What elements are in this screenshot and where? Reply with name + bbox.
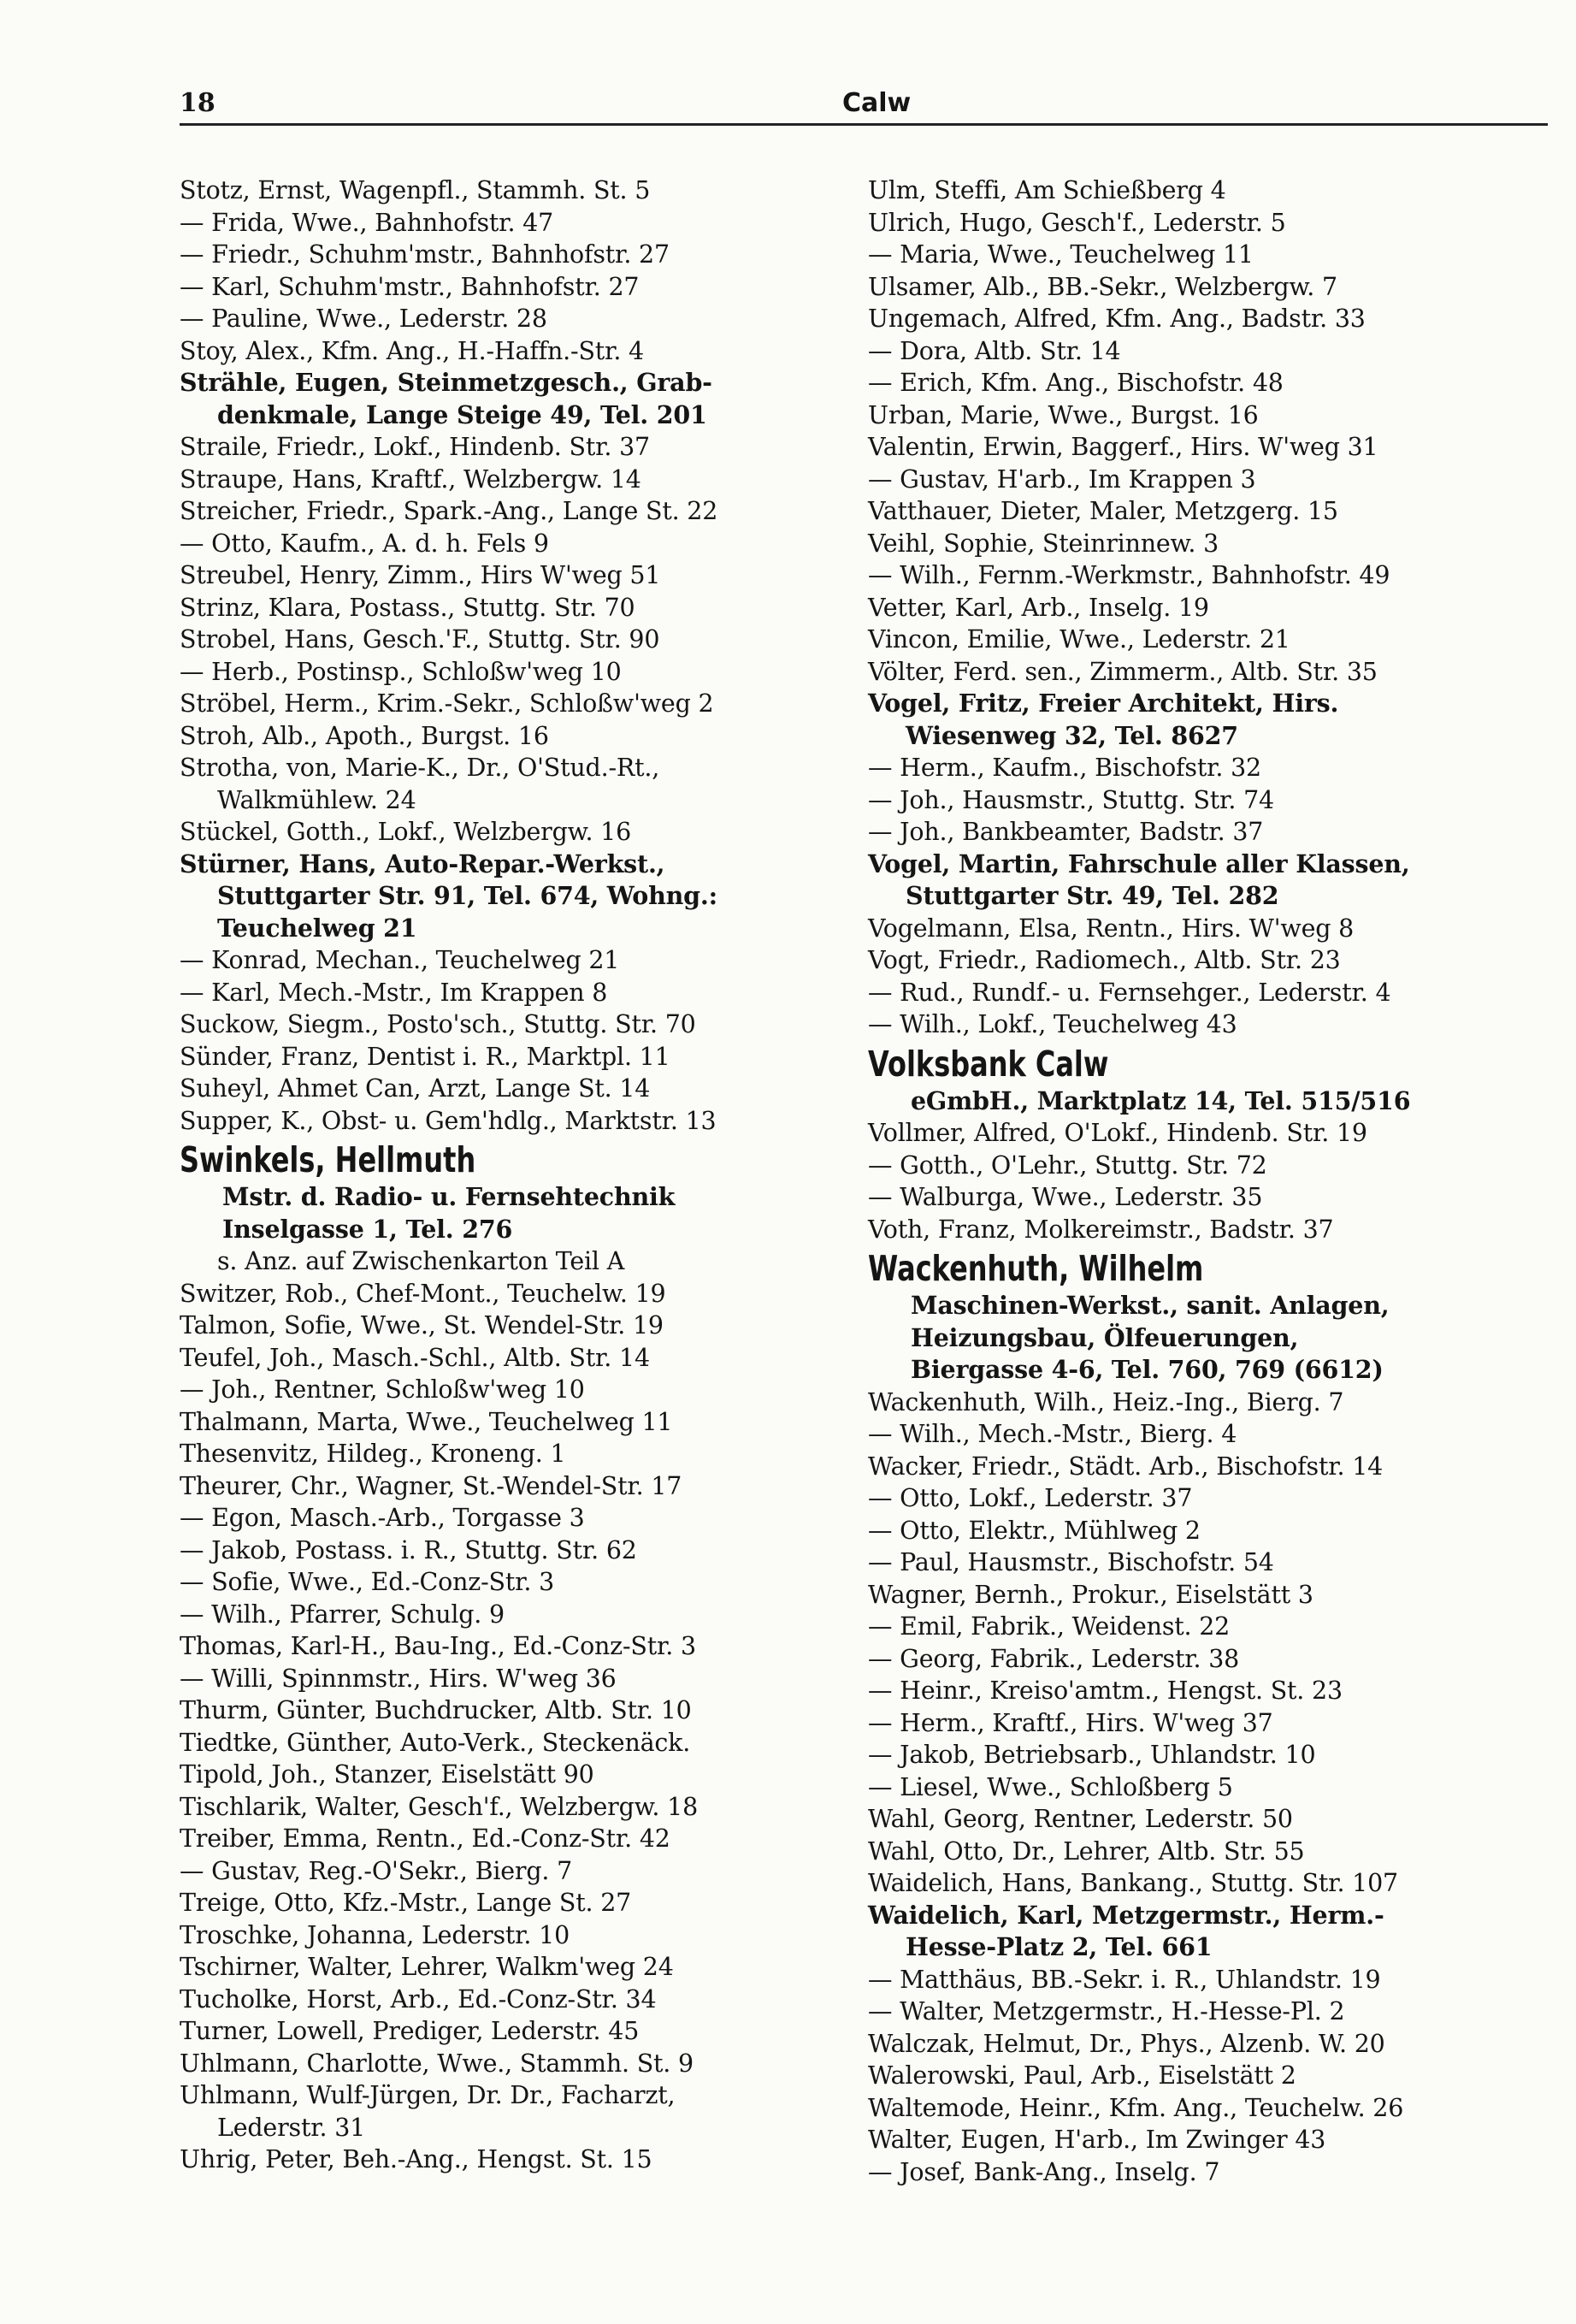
directory-entry: Vogt, Friedr., Radiomech., Altb. Str. 23	[868, 946, 1341, 974]
directory-entry: Strinz, Klara, Postass., Stuttg. Str. 70	[180, 593, 635, 622]
directory-entry: Talmon, Sofie, Wwe., St. Wendel-Str. 19	[180, 1311, 664, 1339]
directory-entry: Vogelmann, Elsa, Rentn., Hirs. W'weg 8	[868, 914, 1355, 943]
directory-entry: Stürner, Hans, Auto-Repar.-Werkst.,	[180, 849, 665, 878]
directory-entry: — Wilh., Mech.-Mstr., Bierg. 4	[868, 1420, 1237, 1448]
directory-entry: Thurm, Günter, Buchdrucker, Altb. Str. 10	[180, 1696, 692, 1724]
directory-entry: — Herm., Kraftf., Hirs. W'weg 37	[868, 1708, 1273, 1737]
page-header	[180, 70, 1548, 126]
directory-entry: Walter, Eugen, H'arb., Im Zwinger 43	[868, 2126, 1326, 2154]
directory-entry: — Egon, Masch.-Arb., Torgasse 3	[180, 1504, 585, 1532]
entry-continuation: Hesse-Platz 2, Tel. 661	[906, 1932, 1213, 1961]
firm-name: Swinkels, Hellmuth	[180, 1139, 476, 1180]
firm-name: Volksbank Calw	[868, 1043, 1109, 1085]
directory-entry: Thesenvitz, Hildeg., Kroneng. 1	[180, 1440, 566, 1468]
directory-entry: — Gotth., O'Lehr., Stuttg. Str. 72	[868, 1150, 1267, 1180]
directory-entry: Thomas, Karl-H., Bau-Ing., Ed.-Conz-Str. 3	[180, 1632, 696, 1660]
directory-entry: — Jakob, Postass. i. R., Stuttg. Str. 62	[180, 1535, 637, 1564]
directory-entry: — Rud., Rundf.- u. Fernsehger., Lederstr. 4	[868, 978, 1391, 1007]
directory-entry: Straile, Friedr., Lokf., Hindenb. Str. 37	[180, 433, 650, 461]
firm-name: Wackenhuth, Wilhelm	[868, 1248, 1204, 1289]
directory-entry: — Otto, Lokf., Lederstr. 37	[868, 1484, 1193, 1512]
directory-entry: Voth, Franz, Molkereimstr., Badstr. 37	[868, 1215, 1334, 1244]
directory-entry: Thalmann, Marta, Wwe., Teuchelweg 11	[180, 1407, 673, 1436]
directory-entry: Strobel, Hans, Gesch.'F., Stuttg. Str. 90	[180, 625, 660, 653]
directory-entry: Ulm, Steffi, Am Schießberg 4	[868, 176, 1226, 204]
directory-entry: — Joh., Rentner, Schloßw'weg 10	[180, 1375, 585, 1404]
directory-entry: — Joh., Hausmstr., Stuttg. Str. 74	[868, 785, 1274, 814]
page-number: 18	[180, 88, 215, 118]
directory-entry: Ungemach, Alfred, Kfm. Ang., Badstr. 33	[868, 305, 1366, 333]
directory-entry: Ulsamer, Alb., BB.-Sekr., Welzbergw. 7	[868, 272, 1337, 301]
directory-entry: Treiber, Emma, Rentn., Ed.-Conz-Str. 42	[180, 1824, 670, 1853]
directory-entry: Heizungsbau, Ölfeuerungen,	[911, 1322, 1299, 1352]
directory-entry: Troschke, Johanna, Lederstr. 10	[180, 1920, 570, 1949]
directory-entry: Ströbel, Herm., Krim.-Sekr., Schloßw'weg 2	[180, 689, 714, 718]
running-head: Calw	[842, 88, 912, 118]
directory-entry: Waltemode, Heinr., Kfm. Ang., Teuchelw. 26	[868, 2093, 1404, 2122]
directory-entry: Vetter, Karl, Arb., Inselg. 19	[868, 593, 1209, 622]
directory-entry: Tipold, Joh., Stanzer, Eiselstätt 90	[180, 1760, 594, 1789]
directory-entry: Wackenhuth, Wilh., Heiz.-Ing., Bierg. 7	[868, 1387, 1344, 1416]
directory-entry: — Walter, Metzgermstr., H.-Hesse-Pl. 2	[868, 1997, 1345, 2025]
directory-entry: Wahl, Georg, Rentner, Lederstr. 50	[868, 1805, 1293, 1833]
directory-entry: Mstr. d. Radio- u. Fernsehtechnik	[222, 1182, 676, 1211]
directory-entry: — Sofie, Wwe., Ed.-Conz-Str. 3	[180, 1568, 555, 1596]
directory-entry: — Konrad, Mechan., Teuchelweg 21	[180, 946, 620, 974]
directory-entry: Uhrig, Peter, Beh.-Ang., Hengst. St. 15	[180, 2145, 652, 2173]
directory-entry: — Liesel, Wwe., Schloßberg 5	[868, 1772, 1233, 1801]
directory-entry: — Otto, Elektr., Mühlweg 2	[868, 1516, 1201, 1545]
directory-entry: eGmbH., Marktplatz 14, Tel. 515/516	[911, 1085, 1411, 1115]
directory-entry: — Georg, Fabrik., Lederstr. 38	[868, 1644, 1240, 1673]
directory-entry: Stoy, Alex., Kfm. Ang., H.-Haffn.-Str. 4	[180, 336, 644, 365]
directory-entry: Maschinen-Werkst., sanit. Anlagen,	[911, 1291, 1390, 1320]
directory-entry: — Walburga, Wwe., Lederstr. 35	[868, 1183, 1263, 1211]
directory-entry: Stotz, Ernst, Wagenpfl., Stammh. St. 5	[180, 176, 651, 204]
directory-entry: — Karl, Schuhm'mstr., Bahnhofstr. 27	[180, 272, 640, 301]
directory-entry: — Gustav, H'arb., Im Krappen 3	[868, 464, 1256, 494]
directory-entry: — Josef, Bank-Ang., Inselg. 7	[868, 2157, 1220, 2186]
directory-entry: Stückel, Gotth., Lokf., Welzbergw. 16	[180, 818, 632, 846]
directory-entry: Tiedtke, Günther, Auto-Verk., Steckenäck.	[180, 1728, 691, 1757]
directory-entry: Waidelich, Hans, Bankang., Stuttg. Str. 107	[868, 1869, 1398, 1897]
entry-continuation: Teuchelweg 21	[217, 913, 417, 943]
directory-entry: — Friedr., Schuhm'mstr., Bahnhofstr. 27	[180, 240, 670, 269]
directory-entry: — Heinr., Kreiso'amtm., Hengst. St. 23	[868, 1676, 1343, 1705]
directory-entry: Tucholke, Horst, Arb., Ed.-Conz-Str. 34	[180, 1984, 657, 2014]
directory-entry: Valentin, Erwin, Baggerf., Hirs. W'weg 31	[868, 433, 1378, 461]
directory-entry: Theurer, Chr., Wagner, St.-Wendel-Str. 17	[180, 1471, 682, 1500]
directory-entry: Walerowski, Paul, Arb., Eiselstätt 2	[868, 2061, 1296, 2090]
directory-entry: Strähle, Eugen, Steinmetzgesch., Grab-	[180, 368, 712, 397]
directory-entry: Inselgasse 1, Tel. 276	[222, 1214, 513, 1244]
directory-entry: — Herb., Postinsp., Schloßw'weg 10	[180, 657, 622, 686]
directory-entry: Wahl, Otto, Dr., Lehrer, Altb. Str. 55	[868, 1836, 1305, 1866]
directory-entry: — Frida, Wwe., Bahnhofstr. 47	[180, 208, 554, 237]
directory-entry: Suheyl, Ahmet Can, Arzt, Lange St. 14	[180, 1074, 651, 1103]
directory-entry: — Maria, Wwe., Teuchelweg 11	[868, 240, 1254, 269]
directory-entry: Tischlarik, Walter, Gesch'f., Welzbergw. 18	[180, 1792, 699, 1821]
directory-entry: Vincon, Emilie, Wwe., Lederstr. 21	[868, 625, 1290, 653]
directory-entry: — Karl, Mech.-Mstr., Im Krappen 8	[180, 978, 608, 1007]
directory-entry: — Herm., Kaufm., Bischofstr. 32	[868, 754, 1261, 782]
directory-entry: Vatthauer, Dieter, Maler, Metzgerg. 15	[868, 497, 1338, 525]
directory-entry: — Dora, Altb. Str. 14	[868, 336, 1121, 365]
directory-entry: Wagner, Bernh., Prokur., Eiselstätt 3	[868, 1580, 1313, 1609]
directory-entry: Ulrich, Hugo, Gesch'f., Lederstr. 5	[868, 208, 1286, 237]
directory-entry: Streubel, Henry, Zimm., Hirs W'weg 51	[180, 561, 661, 589]
directory-entry: Teufel, Joh., Masch.-Schl., Altb. Str. 14	[180, 1343, 650, 1372]
entry-continuation: Stuttgarter Str. 91, Tel. 674, Wohng.:	[217, 881, 717, 910]
directory-entry: Uhlmann, Wulf-Jürgen, Dr. Dr., Facharzt,	[180, 2081, 676, 2109]
directory-entry: Streicher, Friedr., Spark.-Ang., Lange St. 22	[180, 497, 718, 525]
directory-entry: — Paul, Hausmstr., Bischofstr. 54	[868, 1548, 1274, 1576]
left-column	[180, 174, 864, 2176]
directory-entry: — Wilh., Lokf., Teuchelweg 43	[868, 1010, 1237, 1038]
directory-entry: — Jakob, Betriebsarb., Uhlandstr. 10	[868, 1741, 1316, 1769]
directory-entry: — Gustav, Reg.-O'Sekr., Bierg. 7	[180, 1856, 573, 1885]
entry-continuation: Walkmühlew. 24	[217, 785, 416, 814]
directory-entry: Waidelich, Karl, Metzgermstr., Herm.-	[868, 1900, 1384, 1930]
directory-entry: Stroh, Alb., Apoth., Burgst. 16	[180, 721, 549, 750]
directory-entry: Strotha, von, Marie-K., Dr., O'Stud.-Rt.,	[180, 754, 660, 782]
directory-entry: — Joh., Bankbeamter, Badstr. 37	[868, 818, 1264, 846]
entry-continuation: Stuttgarter Str. 49, Tel. 282	[906, 881, 1279, 910]
directory-entry: — Erich, Kfm. Ang., Bischofstr. 48	[868, 369, 1284, 397]
entry-continuation: denkmale, Lange Steige 49, Tel. 201	[217, 399, 707, 429]
directory-entry: Straupe, Hans, Kraftf., Welzbergw. 14	[180, 464, 641, 494]
directory-entry: Switzer, Rob., Chef-Mont., Teuchelw. 19	[180, 1279, 666, 1308]
directory-entry: Vogel, Martin, Fahrschule aller Klassen,	[868, 849, 1410, 878]
entry-continuation: Lederstr. 31	[217, 2113, 366, 2142]
directory-entry: Veihl, Sophie, Steinrinnew. 3	[868, 529, 1219, 558]
directory-entry: Biergasse 4-6, Tel. 760, 769 (6612)	[911, 1355, 1384, 1384]
directory-entry: — Emil, Fabrik., Weidenst. 22	[868, 1612, 1231, 1641]
directory-entry: — Willi, Spinnmstr., Hirs. W'weg 36	[180, 1664, 617, 1693]
directory-entry: Turner, Lowell, Prediger, Lederstr. 45	[180, 2017, 640, 2045]
directory-entry: Treige, Otto, Kfz.-Mstr., Lange St. 27	[180, 1889, 632, 1917]
directory-entry: s. Anz. auf Zwischenkarton Teil A	[217, 1247, 625, 1275]
directory-entry: — Wilh., Pfarrer, Schulg. 9	[180, 1600, 505, 1629]
directory-entry: — Matthäus, BB.-Sekr. i. R., Uhlandstr. 19	[868, 1965, 1381, 1994]
entry-continuation: Wiesenweg 32, Tel. 8627	[906, 720, 1238, 750]
right-column	[868, 174, 1552, 2188]
directory-entry: Sünder, Franz, Dentist i. R., Marktpl. 11	[180, 1042, 670, 1071]
directory-entry: Tschirner, Walter, Lehrer, Walkm'weg 24	[180, 1953, 674, 1981]
directory-entry: — Wilh., Fernm.-Werkmstr., Bahnhofstr. 49	[868, 561, 1390, 589]
directory-entry: — Pauline, Wwe., Lederstr. 28	[180, 305, 547, 333]
directory-entry: Uhlmann, Charlotte, Wwe., Stammh. St. 9	[180, 2049, 694, 2078]
directory-entry: Walczak, Helmut, Dr., Phys., Alzenb. W. 20	[868, 2029, 1385, 2058]
directory-entry: Supper, K., Obst- u. Gem'hdlg., Marktstr. 13	[180, 1106, 717, 1135]
directory-entry: Urban, Marie, Wwe., Burgst. 16	[868, 400, 1259, 429]
directory-entry: — Otto, Kaufm., A. d. h. Fels 9	[180, 529, 549, 558]
directory-entry: Suckow, Siegm., Posto'sch., Stuttg. Str. 70	[180, 1010, 696, 1038]
directory-entry: Wacker, Friedr., Städt. Arb., Bischofstr. 14	[868, 1452, 1384, 1481]
directory-entry: Vogel, Fritz, Freier Architekt, Hirs.	[868, 689, 1339, 718]
directory-entry: Völter, Ferd. sen., Zimmerm., Altb. Str. 35	[868, 657, 1378, 686]
directory-entry: Vollmer, Alfred, O'Lokf., Hindenb. Str. 19	[868, 1119, 1367, 1147]
